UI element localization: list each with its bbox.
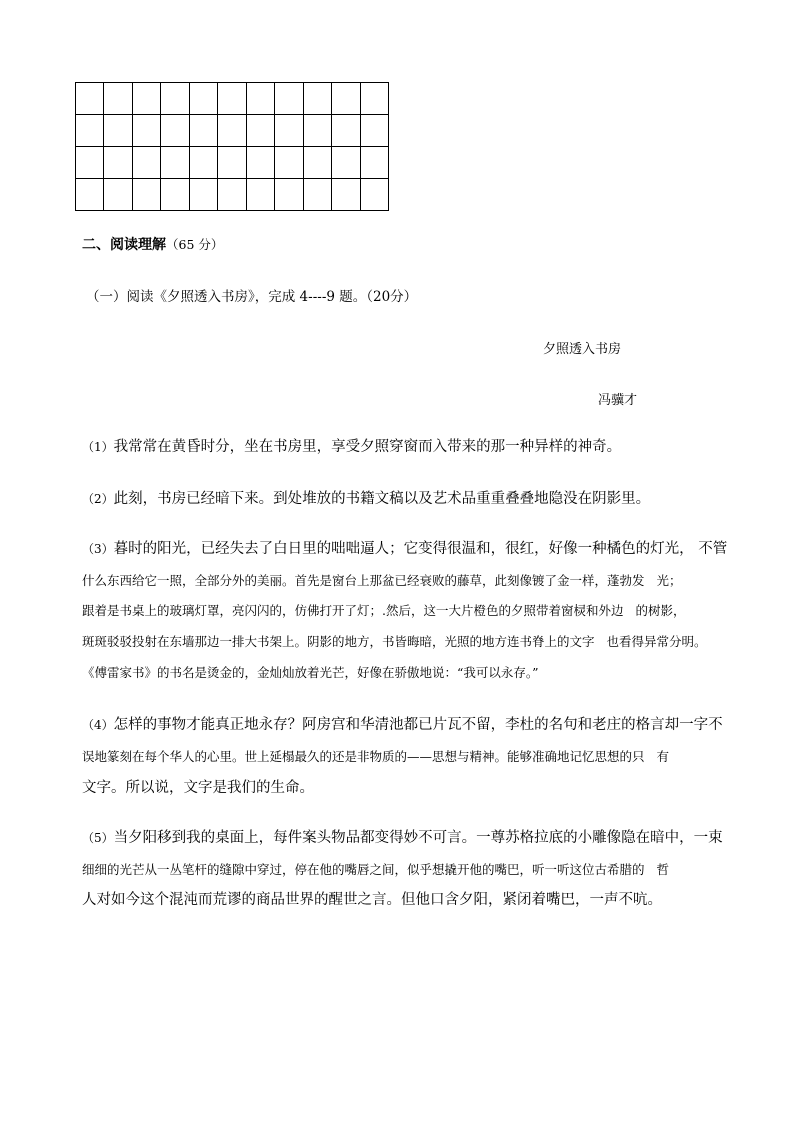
grid-cell <box>303 147 331 179</box>
grid-cell <box>218 115 246 147</box>
paragraph-5-line-2 <box>82 861 669 879</box>
grid-cell <box>246 147 274 179</box>
article-author: 冯骥才 <box>598 393 638 408</box>
grid-cell <box>303 179 331 211</box>
grid-cell <box>332 179 360 211</box>
paragraph-4-line-1 <box>82 716 723 734</box>
paragraph-5-number: （5） <box>82 831 114 845</box>
grid-cell <box>218 83 246 115</box>
grid-cell <box>360 83 388 115</box>
grid-cell <box>303 115 331 147</box>
grid-cell <box>189 147 217 179</box>
grid-cell <box>360 115 388 147</box>
grid-cell <box>76 179 104 211</box>
paragraph-4-line-2-text-a: 误地篆刻在每个华人的心里。世上延榻最久的还是非物质的——思想与精神。能够准确地记忆思想的只 <box>82 749 645 764</box>
paragraph-2-text: 此刻，书房已经暗下来。到处堆放的书籍文稿以及艺术品重重叠叠地隐没在阴影里。 <box>113 491 651 507</box>
grid-cell <box>161 179 189 211</box>
paragraph-5-line-2-text-a: 细细的光芒从一丛笔杆的缝隙中穿过，停在他的嘴唇之间，似乎想撬开他的嘴巴，听一听这位古希腊的 <box>82 862 645 877</box>
section-heading-text: 二、阅读理解 <box>82 237 166 253</box>
paragraph-3-line-4 <box>82 633 707 651</box>
grid-cell <box>189 83 217 115</box>
paragraph-3-line-3-text-b: 的树影， <box>635 603 686 618</box>
paragraph-3-number: （3） <box>82 542 114 556</box>
grid-cell <box>218 179 246 211</box>
grid-cell <box>132 83 160 115</box>
grid-cell <box>76 83 104 115</box>
grid-cell <box>161 147 189 179</box>
grid-cell <box>218 147 246 179</box>
section-score: （65 分） <box>166 237 224 252</box>
paragraph-1 <box>82 438 621 456</box>
paragraph-2-number: （2） <box>82 492 114 506</box>
grid-cell <box>104 179 132 211</box>
paragraph-1-text: 我常常在黄昏时分，坐在书房里，享受夕照穿窗而入带来的那一种异样的神奇。 <box>113 439 622 455</box>
paragraph-3-line-2-text-b: 光； <box>656 573 682 588</box>
grid-cell <box>76 147 104 179</box>
grid-cell <box>76 115 104 147</box>
grid-row <box>76 83 389 115</box>
paragraph-5-line-3 <box>82 891 662 909</box>
paragraph-3-line-2-text-a: 什么东西给它一照，全部分外的美丽。首先是窗台上那盆已经衰败的藤草，此刻像镀了金一样，蓬勃发 <box>82 573 645 588</box>
paragraph-1-number: （1） <box>82 440 114 454</box>
paragraph-4-line-1-text: 怎样的事物才能真正地永存？阿房宫和华清池都已片瓦不留，李杜的名句和老庄的格言却一字不 <box>113 717 723 733</box>
grid-cell <box>246 83 274 115</box>
paragraph-3-line-3-text-a: 跟着是书桌上的玻璃灯罩，亮闪闪的，仿佛打开了灯；.然后，这一大片橙色的夕照带着窗棂和外边 <box>82 603 624 618</box>
grid-cell <box>104 115 132 147</box>
grid-cell <box>360 147 388 179</box>
grid-cell <box>275 83 303 115</box>
paragraph-3-line-1-text: 暮时的阳光，已经失去了白日里的咄咄逼人；它变得很温和，很红，好像一种橘色的灯光， 不管 <box>113 541 728 557</box>
paragraph-4-line-3-text: 文字。所以说，文字是我们的生命。 <box>82 780 314 796</box>
grid-row <box>76 179 389 211</box>
paragraph-3-line-3 <box>82 602 686 620</box>
paragraph-3-line-2 <box>82 572 682 590</box>
paragraph-3-line-5 <box>82 664 539 682</box>
paragraph-3-line-4-text-a: 斑斑驳驳投射在东墙那边一排大书架上。阴影的地方，书皆晦暗，光照的地方连书脊上的文字 <box>82 634 595 649</box>
paragraph-4-line-2-text-b: 有 <box>656 749 670 764</box>
paragraph-4-line-2 <box>82 748 669 766</box>
grid-cell <box>189 179 217 211</box>
paragraph-3-line-4-text-b: 也看得异常分明。 <box>606 634 707 649</box>
paragraph-5-line-1 <box>82 829 723 847</box>
grid-cell <box>161 115 189 147</box>
grid-cell <box>132 115 160 147</box>
grid-cell <box>246 115 274 147</box>
paragraph-4-number: （4） <box>82 718 114 732</box>
grid-cell <box>303 83 331 115</box>
paragraph-2 <box>82 490 650 508</box>
section-heading <box>82 236 223 254</box>
grid-cell <box>189 115 217 147</box>
article-title: 夕照透入书房 <box>543 342 622 357</box>
subsection-heading: （一）阅读《夕照透入书房》，完成 4----9 题。（20分） <box>86 289 418 305</box>
answer-grid <box>75 82 389 211</box>
paragraph-3-line-1 <box>82 540 727 558</box>
grid-cell <box>275 115 303 147</box>
paragraph-5-line-2-text-b: 哲 <box>656 862 670 877</box>
grid-cell <box>332 147 360 179</box>
paragraph-5-line-3-text: 人对如今这个混沌而荒谬的商品世界的醒世之言。但他口含夕阳，紧闭着嘴巴，一声不吭。 <box>82 892 662 908</box>
grid-cell <box>104 147 132 179</box>
grid-cell <box>132 179 160 211</box>
grid-cell <box>246 179 274 211</box>
grid-cell <box>104 83 132 115</box>
grid-row <box>76 147 389 179</box>
grid-cell <box>132 147 160 179</box>
grid-cell <box>360 179 388 211</box>
grid-cell <box>332 115 360 147</box>
paragraph-4-line-3 <box>82 779 314 797</box>
answer-grid-body <box>76 83 389 211</box>
grid-cell <box>275 179 303 211</box>
paragraph-3-line-5-text: 《傅雷家书》的书名是烫金的，金灿灿放着光芒，好像在骄傲地说：“我可以永存。” <box>82 665 539 680</box>
grid-cell <box>161 83 189 115</box>
grid-row <box>76 115 389 147</box>
paragraph-5-line-1-text: 当夕阳移到我的桌面上，每件案头物品都变得妙不可言。一尊苏格拉底的小雕像隐在暗中，一束 <box>113 830 723 846</box>
grid-cell <box>332 83 360 115</box>
grid-cell <box>275 147 303 179</box>
